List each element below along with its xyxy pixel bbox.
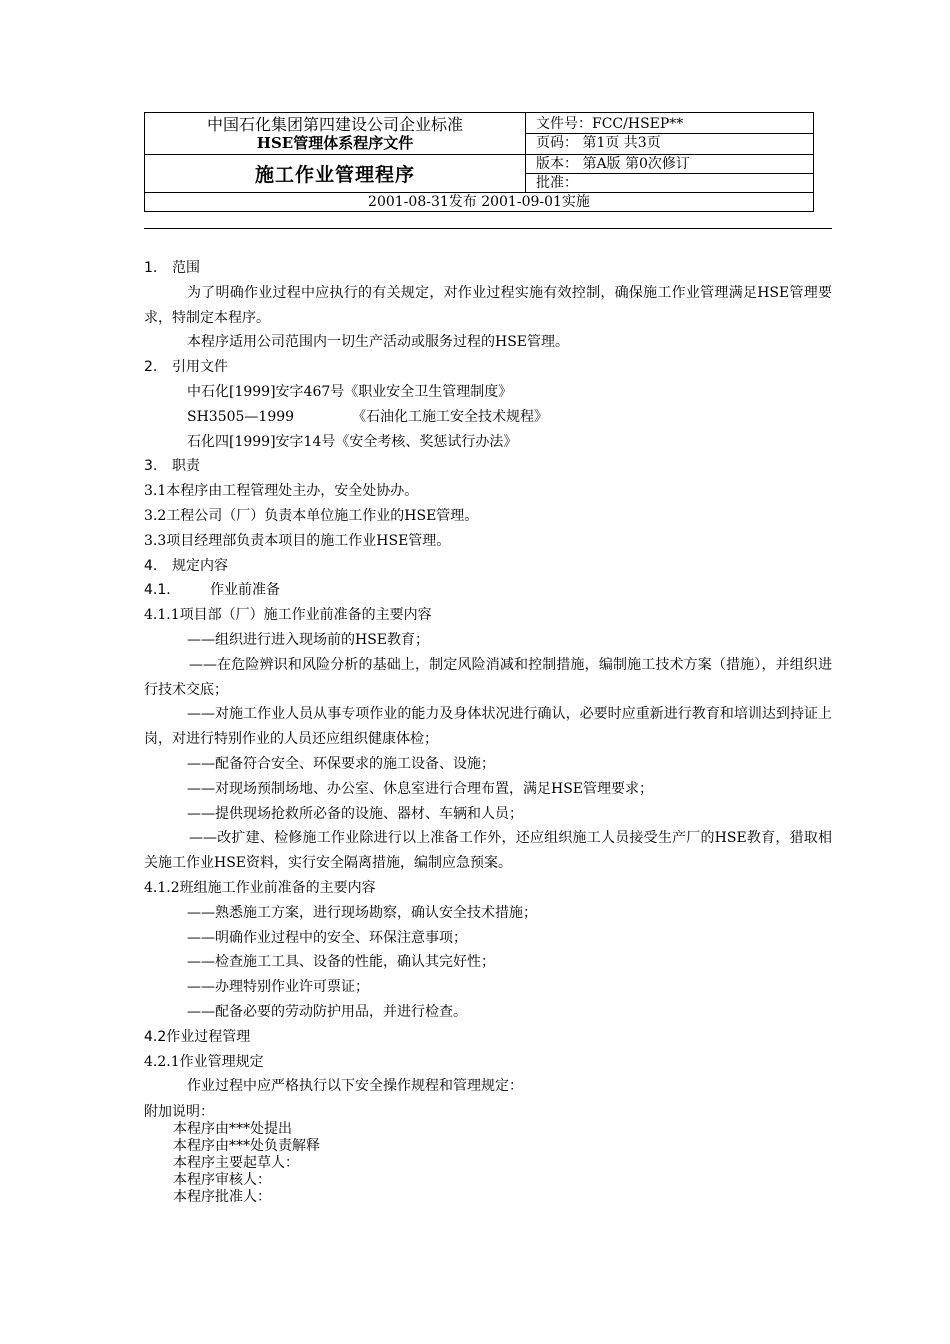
section-2-heading	[144, 355, 832, 380]
subsection-4-1-heading	[144, 578, 832, 603]
section-title: 引用文件	[172, 359, 228, 376]
paragraph: 本程序适用公司范围内一切生产活动或服务过程的HSE管理。	[187, 334, 570, 351]
page-number: 页码： 第1页 共3页	[536, 135, 661, 151]
issue-dates: 2001-08-31发布 2001-09-01实施	[145, 193, 814, 212]
section-number: 4.	[144, 557, 158, 574]
list-item: ——配备必要的劳动防护用品，并进行检查。	[187, 1003, 467, 1020]
document-header-table	[144, 112, 814, 212]
section-number: 2.	[144, 359, 158, 376]
list-item: ——明确作业过程中的安全、环保注意事项；	[187, 929, 467, 946]
hse-doc-title: HSE管理体系程序文件	[256, 134, 414, 152]
paragraph: 作业过程中应严格执行以下安全操作规程和管理规定：	[187, 1078, 523, 1095]
list-item: ——提供现场抢救所必备的设施、器材、车辆和人员；	[187, 805, 523, 822]
header-divider	[144, 228, 832, 229]
reference-item	[144, 405, 832, 430]
responsibility-item: 3.2工程公司（厂）负责本单位施工作业的HSE管理。	[144, 507, 479, 524]
section-3-heading	[144, 454, 832, 479]
section-number: 1.	[144, 260, 158, 276]
section-number: 3.	[144, 458, 158, 475]
list-item: ——组织进行进入现场前的HSE教育；	[187, 631, 430, 648]
list-item: ——对现场预制场地、办公室、休息室进行合理布置，满足HSE管理要求；	[187, 780, 654, 797]
list-item: ——改扩建、检修施工作业除进行以上准备工作外，还应组织施工人员接受生产厂的HSE教育，猎取相关施工作业HSE资料，实行安全隔离措施，编制应急预案。	[144, 830, 832, 872]
doc-info-cell	[526, 113, 814, 155]
subsection-title: 作业前准备	[210, 582, 280, 599]
paragraph: 为了明确作业过程中应执行的有关规定，对作业过程实施有效控制，确保施工作业管理满足HSE管理要求，特制定本程序。	[144, 284, 832, 326]
appendix-title: 附加说明：	[144, 1104, 214, 1120]
section-1-heading	[144, 256, 832, 281]
list-item: ——熟悉施工方案，进行现场勘察，确认安全技术措施；	[187, 904, 537, 921]
version-cell	[526, 155, 814, 193]
appendix-line: 本程序主要起草人：	[173, 1155, 299, 1171]
section-title: 职责	[172, 458, 200, 475]
list-item: ——检查施工工具、设备的性能，确认其完好性；	[187, 954, 495, 971]
list-item: ——对施工作业人员从事专项作业的能力及身体状况进行确认，必要时应重新进行教育和培训达到持证上岗，对进行特别作业的人员还应组织健康体检；	[144, 706, 832, 748]
appendix-line: 本程序由***处负责解释	[173, 1138, 320, 1154]
responsibility-item: 3.3项目经理部负责本项目的施工作业HSE管理。	[144, 532, 451, 549]
subsection-4-2-1: 4.2.1作业管理规定	[144, 1053, 264, 1070]
subsection-4-2-heading: 4.2作业过程管理	[144, 1028, 251, 1045]
approval: 批准：	[536, 175, 578, 191]
header-title-cell	[145, 113, 526, 155]
reference-name: 《石油化工施工安全技术规程》	[352, 408, 549, 425]
procedure-title-cell	[145, 155, 526, 193]
reference-item: 中石化[1999]安字467号《职业安全卫生管理制度》	[187, 383, 513, 400]
appendix-notes	[144, 1104, 320, 1206]
appendix-line: 本程序审核人：	[173, 1172, 271, 1188]
list-item: ——办理特别作业许可票证；	[187, 979, 369, 996]
appendix-line: 本程序批准人：	[173, 1189, 271, 1205]
section-4-heading	[144, 554, 832, 579]
reference-code: SH3505—1999	[187, 408, 295, 425]
procedure-title: 施工作业管理程序	[254, 164, 415, 186]
appendix-line: 本程序由***处提出	[173, 1121, 292, 1137]
subsection-number: 4.1.	[144, 582, 171, 599]
reference-item: 石化四[1999]安字14号《安全考核、奖惩试行办法》	[187, 433, 518, 450]
list-item: ——配备符合安全、环保要求的施工设备、设施；	[187, 755, 495, 772]
list-item: ——在危险辨识和风险分析的基础上，制定风险消减和控制措施，编制施工技术方案（措施），并组织进行技术交底；	[144, 656, 832, 698]
version: 版本： 第A版 第0次修订	[526, 155, 813, 174]
company-standard: 中国石化集团第四建设公司企业标准	[206, 115, 463, 134]
responsibility-item: 3.1本程序由工程管理处主办，安全处协办。	[144, 483, 419, 500]
document-body	[144, 256, 832, 1099]
subsection-4-1-1: 4.1.1项目部（厂）施工作业前准备的主要内容	[144, 607, 432, 624]
subsection-4-1-2: 4.1.2班组施工作业前准备的主要内容	[144, 879, 376, 896]
section-title: 规定内容	[172, 557, 228, 574]
section-title: 范围	[172, 260, 200, 276]
doc-number: 文件号：FCC/HSEP**	[526, 115, 813, 134]
